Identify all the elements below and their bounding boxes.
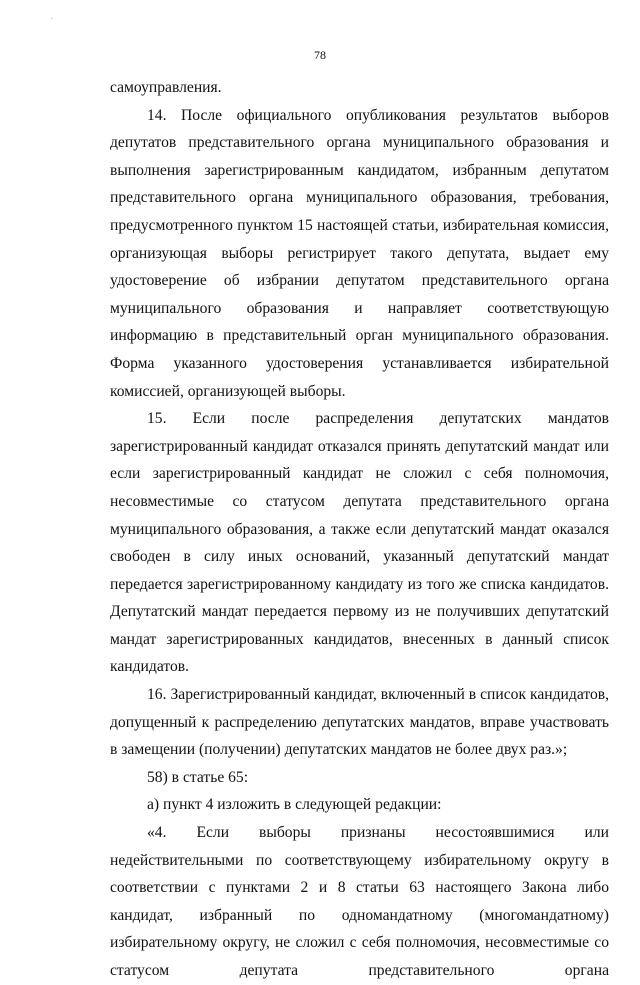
paragraph-item-15: 15. Если после распределения депутатских мандатов зарегистрированный кандидат отказался принять депутатский мандат или если зарегистрированный кандидат не сложил с себя полномочия, несовместимые со статусом депутата представительного органа муниципального образования, а также если депутатский мандат оказался свободен в силу иных оснований, указанный депутатский мандат передается зарегистрированному кандидату из того же списка кандидатов. Депутатский мандат передается первому из не получивших депутатский мандат зарегистрированных кандидатов, внесенных в данный список кандидатов. [110, 410, 609, 676]
paragraph-continuation: самоуправления. [110, 79, 222, 96]
paragraph-item-58: 58) в статье 65: [147, 768, 249, 786]
page-number: 78 [314, 48, 326, 62]
paragraph-quote-4: «4. Если выборы признаны несостоявшимися или недействительными по соответствующему избирательному округу в соответствии с пунктами 2 и 8 статьи 63 настоящего Закона либо кандидат, избранный по одномандатному (многомандатному) избирательному округу, не сложил с себя полномочия, несовместимые со статусом депутата представительного органа [110, 824, 609, 979]
paragraph-item-16: 16. Зарегистрированный кандидат, включенный в список кандидатов, допущенный к распределению депутатских мандатов, вправе участвовать в замещении (получении) депутатских мандатов не более двух раз.»; [110, 686, 609, 759]
paragraph-item-14: 14. После официального опубликования результатов выборов депутатов представительного органа муниципального образования и выполнения зарегистрированным кандидатом, избранным депутатом представительного органа муниципального образования, требования, предусмотренного пунктом 15 настоящей статьи, избирательная комиссия, организующая выборы регистрирует такого депутата, выдает ему удостоверение об избрании депутатом представительного органа муниципального образования и направляет соответствующую информацию в представительный орган муниципального образования. Форма указанного удостоверения устанавливается избирательной комиссией, организующей выборы. [110, 106, 609, 400]
document-body [110, 74, 609, 985]
scan-mark: · [50, 14, 54, 25]
paragraph-subitem-a: а) пункт 4 изложить в следующей редакции: [147, 796, 442, 814]
